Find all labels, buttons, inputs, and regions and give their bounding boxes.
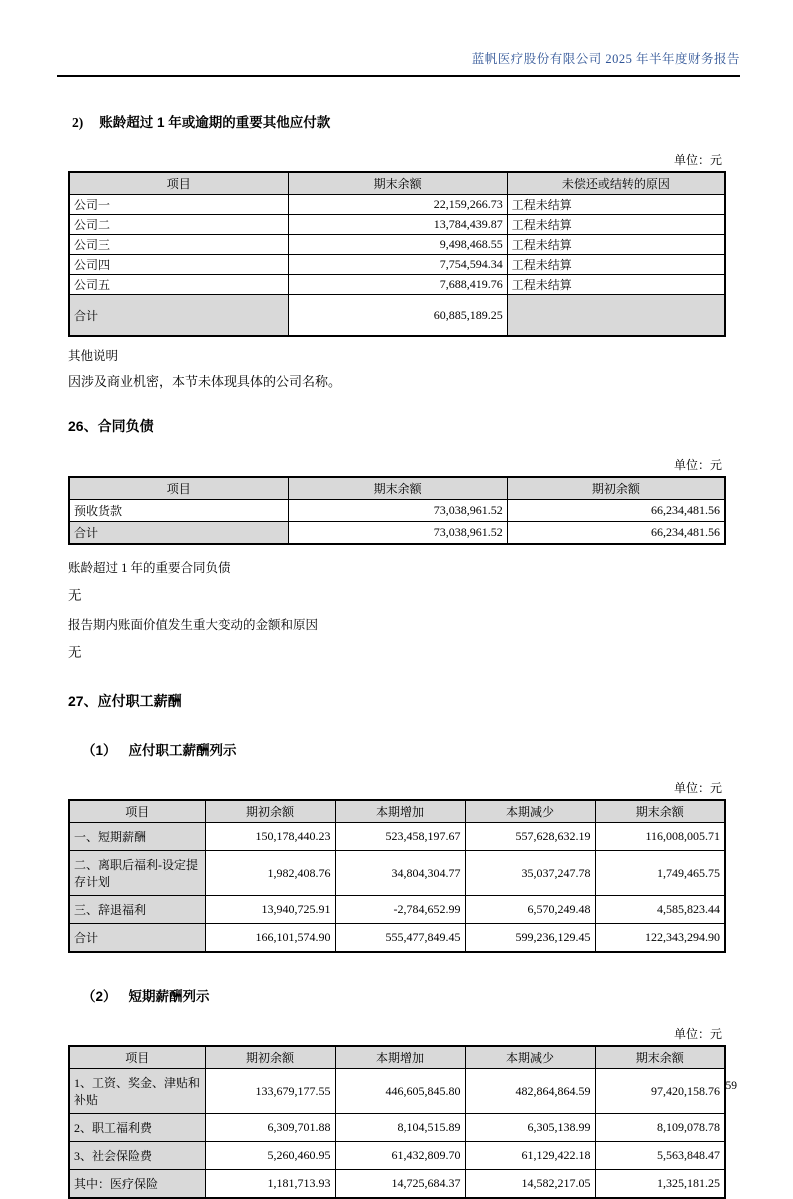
document-header [57,49,740,77]
section-heading-contract-liabilities: 26、合同负债 [68,418,154,434]
table-row [69,255,725,275]
amount-cell: 1,325,181.25 [595,1170,725,1199]
column-header: 本期增加 [335,800,465,823]
amount-cell: 150,178,440.23 [205,823,335,851]
table-total-row [69,522,725,545]
total-label-cell: 合计 [69,924,205,953]
item-cell: 3、社会保险费 [69,1142,205,1170]
reason-cell: 工程未结算 [507,275,725,295]
aging-note-label: 账龄超过 1 年的重要合同负债 [68,561,231,575]
table-row [69,1069,725,1114]
column-header: 期初余额 [205,1046,335,1069]
amount-cell: 6,309,701.88 [205,1114,335,1142]
column-header: 期末余额 [288,477,507,500]
amount-cell: 446,605,845.80 [335,1069,465,1114]
amount-cell: 13,784,439.87 [288,215,507,235]
page-content [68,111,726,1199]
item-cell: 预收货款 [69,500,288,522]
section-heading-other-payables [68,111,726,131]
table-row [69,1142,725,1170]
table-row [69,500,725,522]
column-header: 未偿还或结转的原因 [507,172,725,195]
unit-label-contract-liabilities: 单位：元 [673,458,722,472]
amount-cell: 1,982,408.76 [205,851,335,896]
total-label-cell: 合计 [69,295,288,337]
section-title: 账龄超过 1 年或逾期的重要其他应付款 [99,115,331,130]
item-cell: 一、短期薪酬 [69,823,205,851]
column-header: 本期减少 [465,800,595,823]
amount-cell: 14,582,217.05 [465,1170,595,1199]
amount-cell: 523,458,197.67 [335,823,465,851]
section-heading-employee-payroll: 27、应付职工薪酬 [68,693,182,709]
amount-cell: 482,864,864.59 [465,1069,595,1114]
unit-label-other-payables: 单位：元 [673,153,722,167]
table-row [69,1170,725,1199]
aging-note-value: 无 [68,588,82,603]
column-header: 本期增加 [335,1046,465,1069]
subsection-number: （2） [82,989,117,1004]
table-row [69,1114,725,1142]
change-note-value: 无 [68,645,82,660]
amount-cell: 13,940,725.91 [205,896,335,924]
amount-cell: 6,305,138.99 [465,1114,595,1142]
other-payables-table [68,171,726,337]
total-amount-cell: 73,038,961.52 [288,522,507,545]
table-row [69,823,725,851]
item-cell: 1、工资、奖金、津贴和补贴 [69,1069,205,1114]
amount-cell: 61,432,809.70 [335,1142,465,1170]
item-cell: 公司三 [69,235,288,255]
table-header-row [69,172,725,195]
subsection-heading-short-term [68,985,726,1005]
amount-cell: 97,420,158.76 [595,1069,725,1114]
amount-cell: 66,234,481.56 [507,500,725,522]
amount-cell: 34,804,304.77 [335,851,465,896]
table-row [69,215,725,235]
total-reason-cell [507,295,725,337]
column-header: 期初余额 [205,800,335,823]
amount-cell: -2,784,652.99 [335,896,465,924]
total-label-cell: 合计 [69,522,288,545]
amount-cell: 557,628,632.19 [465,823,595,851]
table-total-row [69,295,725,337]
unit-label-payroll-list: 单位：元 [673,781,722,795]
page-number: 59 [725,1080,737,1092]
total-amount-cell: 555,477,849.45 [335,924,465,953]
column-header: 期末余额 [595,800,725,823]
total-amount-cell: 60,885,189.25 [288,295,507,337]
reason-cell: 工程未结算 [507,215,725,235]
table-row [69,896,725,924]
change-note-label: 报告期内账面价值发生重大变动的金额和原因 [68,618,319,632]
total-amount-cell: 599,236,129.45 [465,924,595,953]
amount-cell: 7,688,419.76 [288,275,507,295]
column-header: 期初余额 [507,477,725,500]
payroll-list-table [68,799,726,953]
amount-cell: 6,570,249.48 [465,896,595,924]
contract-liabilities-table [68,476,726,545]
amount-cell: 14,725,684.37 [335,1170,465,1199]
table-row [69,275,725,295]
reason-cell: 工程未结算 [507,235,725,255]
unit-label-short-term: 单位：元 [673,1027,722,1041]
amount-cell: 1,181,713.93 [205,1170,335,1199]
amount-cell: 5,260,460.95 [205,1142,335,1170]
table-row [69,195,725,215]
table-header-row [69,1046,725,1069]
amount-cell: 5,563,848.47 [595,1142,725,1170]
amount-cell: 116,008,005.71 [595,823,725,851]
reason-cell: 工程未结算 [507,195,725,215]
amount-cell: 35,037,247.78 [465,851,595,896]
amount-cell: 73,038,961.52 [288,500,507,522]
other-note-label: 其他说明 [68,349,119,363]
column-header: 期末余额 [288,172,507,195]
total-amount-cell: 122,343,294.90 [595,924,725,953]
subsection-title: 短期薪酬列示 [128,989,210,1004]
subsection-heading-payroll-list [68,739,726,759]
amount-cell: 8,104,515.89 [335,1114,465,1142]
item-cell: 2、职工福利费 [69,1114,205,1142]
amount-cell: 133,679,177.55 [205,1069,335,1114]
amount-cell: 8,109,078.78 [595,1114,725,1142]
table-row [69,851,725,896]
amount-cell: 7,754,594.34 [288,255,507,275]
table-row [69,235,725,255]
table-header-row [69,477,725,500]
reason-cell: 工程未结算 [507,255,725,275]
table-total-row [69,924,725,953]
amount-cell: 9,498,468.55 [288,235,507,255]
column-header: 项目 [69,800,205,823]
amount-cell: 22,159,266.73 [288,195,507,215]
total-amount-cell: 166,101,574.90 [205,924,335,953]
column-header: 期末余额 [595,1046,725,1069]
total-amount-cell: 66,234,481.56 [507,522,725,545]
document-header-title: 蓝帆医疗股份有限公司 2025 年半年度财务报告 [471,52,740,66]
column-header: 项目 [69,477,288,500]
column-header: 项目 [69,1046,205,1069]
item-cell: 公司五 [69,275,288,295]
short-term-payroll-table [68,1045,726,1199]
amount-cell: 4,585,823.44 [595,896,725,924]
item-cell: 三、辞退福利 [69,896,205,924]
subsection-title: 应付职工薪酬列示 [128,743,237,758]
item-cell: 二、离职后福利-设定提存计划 [69,851,205,896]
table-header-row [69,800,725,823]
section-number: 2) [72,115,84,130]
item-cell: 公司二 [69,215,288,235]
item-cell: 其中：医疗保险 [69,1170,205,1199]
column-header: 项目 [69,172,288,195]
subsection-number: （1） [82,743,117,758]
column-header: 本期减少 [465,1046,595,1069]
amount-cell: 61,129,422.18 [465,1142,595,1170]
item-cell: 公司一 [69,195,288,215]
amount-cell: 1,749,465.75 [595,851,725,896]
item-cell: 公司四 [69,255,288,275]
document-page [0,49,793,1191]
other-note-text: 因涉及商业机密，本节未体现具体的公司名称。 [68,374,342,389]
